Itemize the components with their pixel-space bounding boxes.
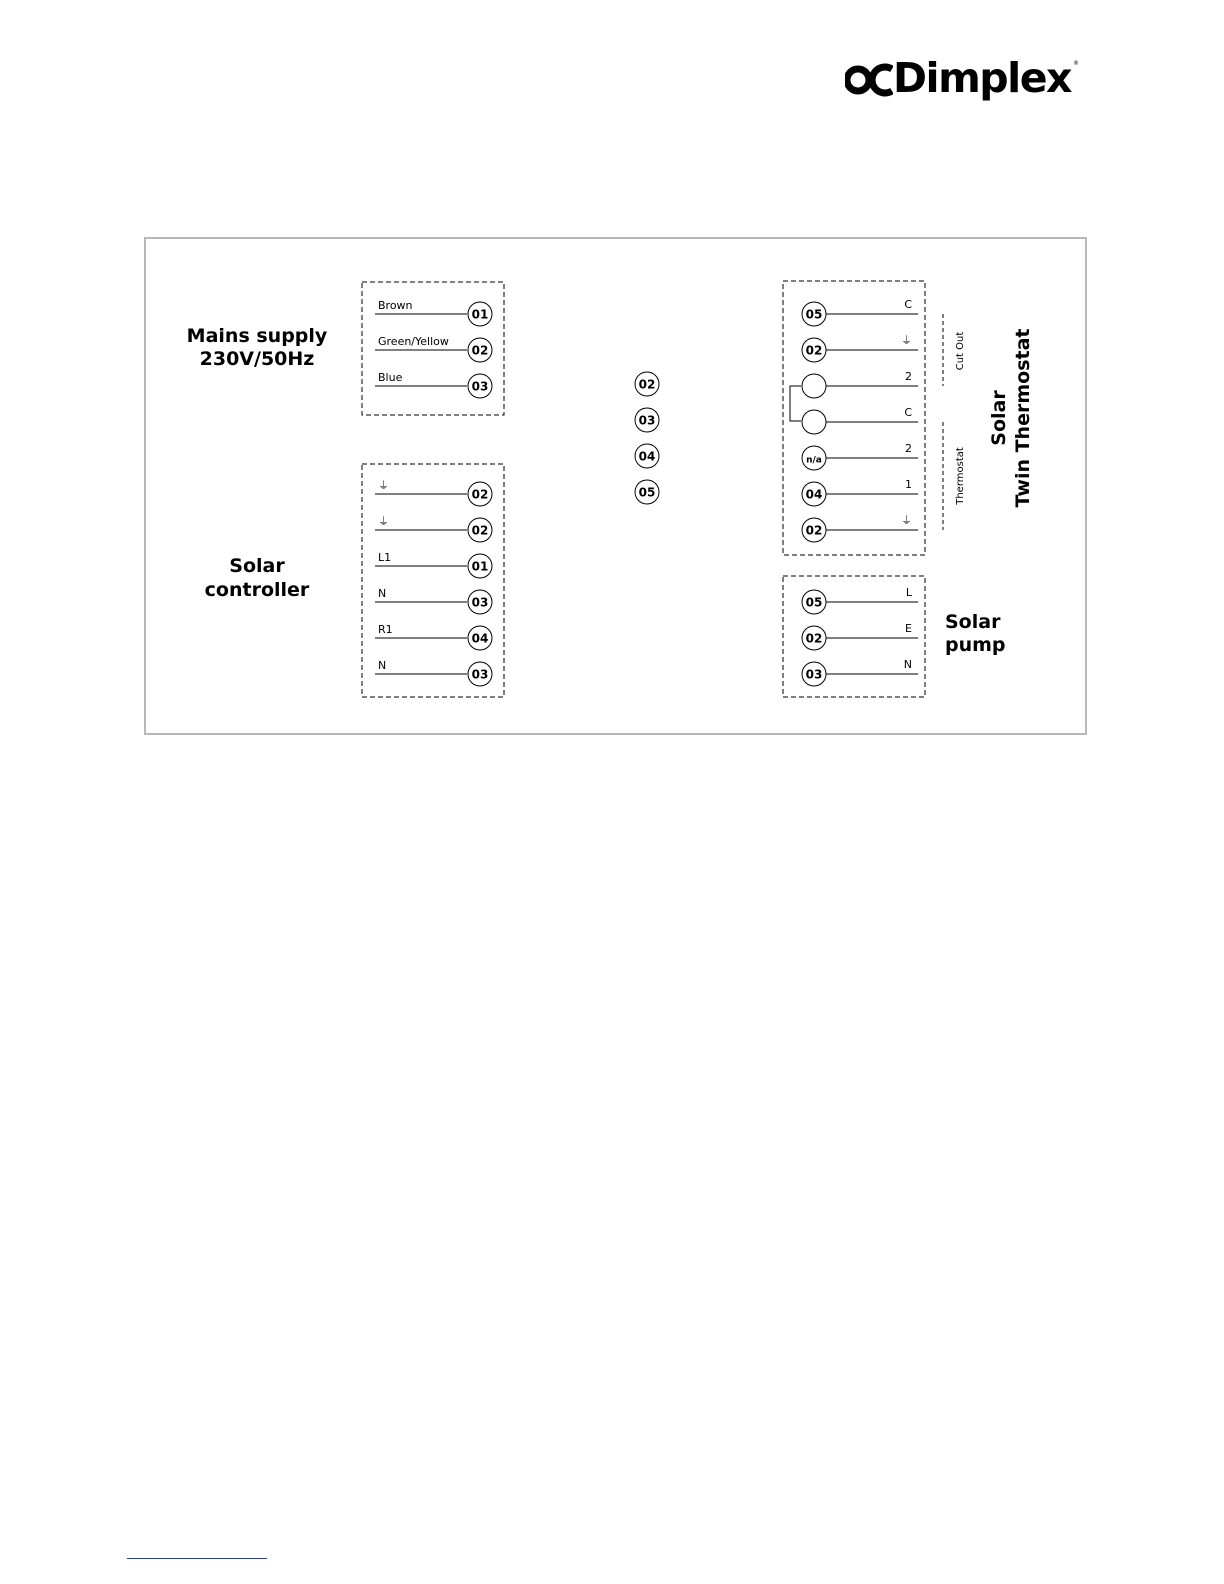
thermostat-label: 1 bbox=[905, 478, 912, 491]
thermostat-label: C bbox=[904, 406, 912, 419]
mains-supply-title-1: Mains supply bbox=[186, 325, 328, 347]
thermostat-terminal bbox=[802, 410, 826, 434]
mains-label: Green/Yellow bbox=[378, 335, 449, 348]
thermostat-terminal-number: 05 bbox=[805, 307, 823, 322]
thermostat-label: C bbox=[904, 298, 912, 311]
wiring-diagram bbox=[0, 0, 1224, 760]
center-terminal-number: 03 bbox=[638, 413, 656, 428]
thermostat-side-label: Thermostat bbox=[955, 447, 966, 505]
solar-pump-title-1: Solar bbox=[945, 611, 1001, 633]
controller-label: N bbox=[378, 659, 387, 672]
controller-terminal-number: 01 bbox=[471, 559, 489, 574]
thermostat-terminal bbox=[802, 374, 826, 398]
thermostat-label: 2 bbox=[905, 442, 912, 455]
thermostat-terminal-number: n/a bbox=[806, 455, 822, 466]
mains-terminal-number: 03 bbox=[471, 379, 489, 394]
thermostat-label: 2 bbox=[905, 370, 912, 383]
pump-label: E bbox=[905, 622, 912, 635]
mains-terminal-number: 01 bbox=[471, 307, 489, 322]
mains-supply-title-2: 230V/50Hz bbox=[199, 348, 315, 370]
controller-terminal-number: 02 bbox=[471, 523, 489, 538]
diagram-frame bbox=[145, 238, 1086, 734]
controller-label: N bbox=[378, 587, 387, 600]
solar-controller-title-1: Solar bbox=[229, 555, 285, 577]
controller-label: R1 bbox=[378, 623, 393, 636]
solar-twin-thermostat-title-1: Solar bbox=[988, 390, 1010, 446]
cutout-label: Cut Out bbox=[955, 331, 966, 371]
mains-label: Blue bbox=[378, 371, 403, 384]
thermostat-terminal-number: 04 bbox=[805, 487, 823, 502]
thermostat-link-wire bbox=[790, 386, 801, 421]
mains-label: Brown bbox=[378, 299, 413, 312]
center-terminal-number: 02 bbox=[638, 377, 656, 392]
mains-terminal-number: 02 bbox=[471, 343, 489, 358]
controller-label: L1 bbox=[378, 551, 392, 564]
pump-terminal-number: 02 bbox=[805, 631, 823, 646]
solar-pump-title-2: pump bbox=[945, 634, 1006, 656]
center-terminal-number: 04 bbox=[638, 449, 656, 464]
pump-label: N bbox=[903, 658, 912, 671]
thermostat-label: ⏚ bbox=[901, 514, 912, 527]
solar-controller-title-2: controller bbox=[204, 579, 310, 601]
controller-label: ⏚ bbox=[378, 515, 389, 528]
thermostat-terminal-number: 02 bbox=[805, 523, 823, 538]
pump-terminal-number: 03 bbox=[805, 667, 823, 682]
footer-link-underline bbox=[127, 1558, 267, 1559]
controller-terminal-number: 03 bbox=[471, 595, 489, 610]
brand-name: Dimplex bbox=[893, 54, 1071, 102]
controller-terminal-number: 03 bbox=[471, 667, 489, 682]
pump-label: L bbox=[905, 586, 912, 599]
registered-mark: ® bbox=[1073, 60, 1079, 67]
thermostat-label: ⏚ bbox=[901, 334, 912, 347]
pump-terminal-number: 05 bbox=[805, 595, 823, 610]
solar-twin-thermostat-title-2: Twin Thermostat bbox=[1012, 328, 1034, 508]
center-terminal-number: 05 bbox=[638, 485, 656, 500]
controller-terminal-number: 02 bbox=[471, 487, 489, 502]
controller-terminal-number: 04 bbox=[471, 631, 489, 646]
controller-label: ⏚ bbox=[378, 479, 389, 492]
thermostat-terminal-number: 02 bbox=[805, 343, 823, 358]
